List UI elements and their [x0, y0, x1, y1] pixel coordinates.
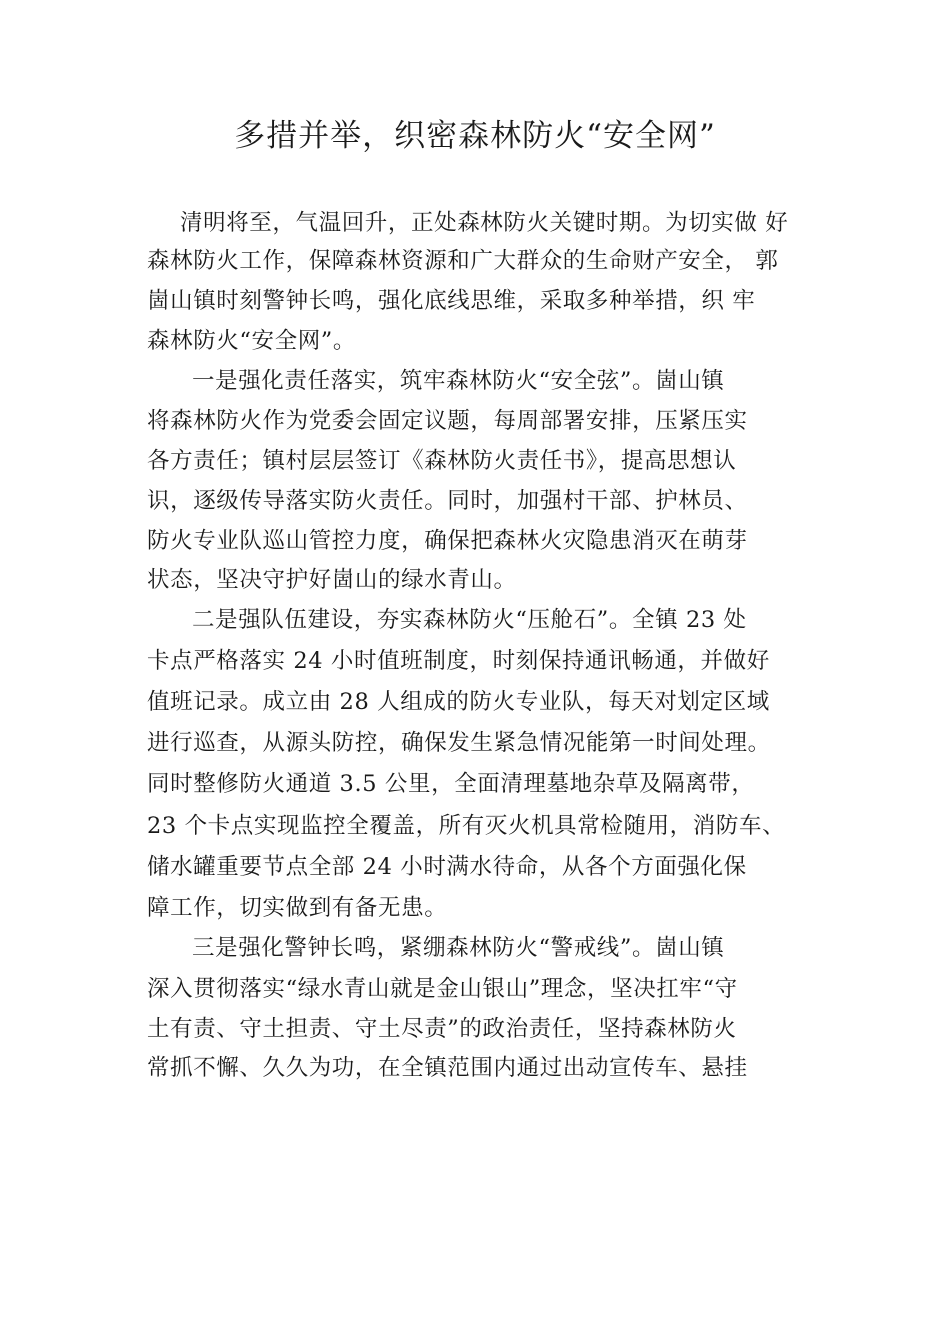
paragraph-line: 23 个卡点实现监控全覆盖，所有灭火机具常检随用，消防车、	[147, 813, 786, 839]
paragraph-line: 障工作，切实做到有备无患。	[147, 895, 448, 921]
paragraph-line: 深入贯彻落实“绿水青山就是金山银山”理念，坚决扛牢“守	[147, 976, 738, 1002]
paragraph-line: 森林防火工作，保障森林资源和广大群众的生命财产安全， 郭	[147, 248, 779, 274]
paragraph-line: 森林防火“安全网”。	[147, 328, 357, 354]
paragraph-line: 三是强化警钟长鸣，紧绷森林防火“警戒线”。崮山镇	[192, 935, 725, 961]
paragraph-line: 进行巡查，从源头防控，确保发生紧急情况能第一时间处理。	[147, 730, 771, 756]
paragraph-line: 值班记录。成立由 28 人组成的防火专业队，每天对划定区域	[147, 689, 770, 715]
paragraph-line: 土有责、守土担责、守土尽责”的政治责任，坚持森林防火	[147, 1016, 737, 1042]
paragraph-line: 识，逐级传导落实防火责任。同时，加强村干部、护林员、	[147, 488, 748, 514]
paragraph-line: 崮山镇时刻警钟长鸣，强化底线思维，采取多种举措，织 牢	[147, 288, 756, 314]
paragraph-line: 将森林防火作为党委会固定议题，每周部署安排，压紧压实	[147, 408, 748, 434]
paragraph-line: 状态，坚决守护好崮山的绿水青山。	[147, 567, 517, 593]
paragraph-line: 常抓不懈、久久为功，在全镇范围内通过出动宣传车、悬挂	[147, 1055, 748, 1081]
paragraph-line: 各方责任；镇村层层签订《森林防火责任书》，提高思想认	[147, 448, 737, 474]
paragraph-line: 卡点严格落实 24 小时值班制度，时刻保持通讯畅通，并做好	[147, 648, 770, 674]
paragraph-line: 一是强化责任落实，筑牢森林防火“安全弦”。崮山镇	[192, 368, 725, 394]
paragraph-line: 防火专业队巡山管控力度，确保把森林火灾隐患消灭在萌芽	[147, 528, 748, 554]
paragraph-line: 储水罐重要节点全部 24 小时满水待命，从各个方面强化保	[147, 854, 747, 880]
paragraph-line: 清明将至，气温回升，正处森林防火关键时期。为切实做 好	[180, 210, 789, 236]
paragraph-line: 二是强队伍建设，夯实森林防火“压舱石”。全镇 23 处	[192, 607, 747, 633]
page-title: 多措并举，织密森林防火“安全网”	[234, 118, 716, 154]
paragraph-line: 同时整修防火通道 3.5 公里，全面清理墓地杂草及隔离带，	[147, 771, 755, 797]
